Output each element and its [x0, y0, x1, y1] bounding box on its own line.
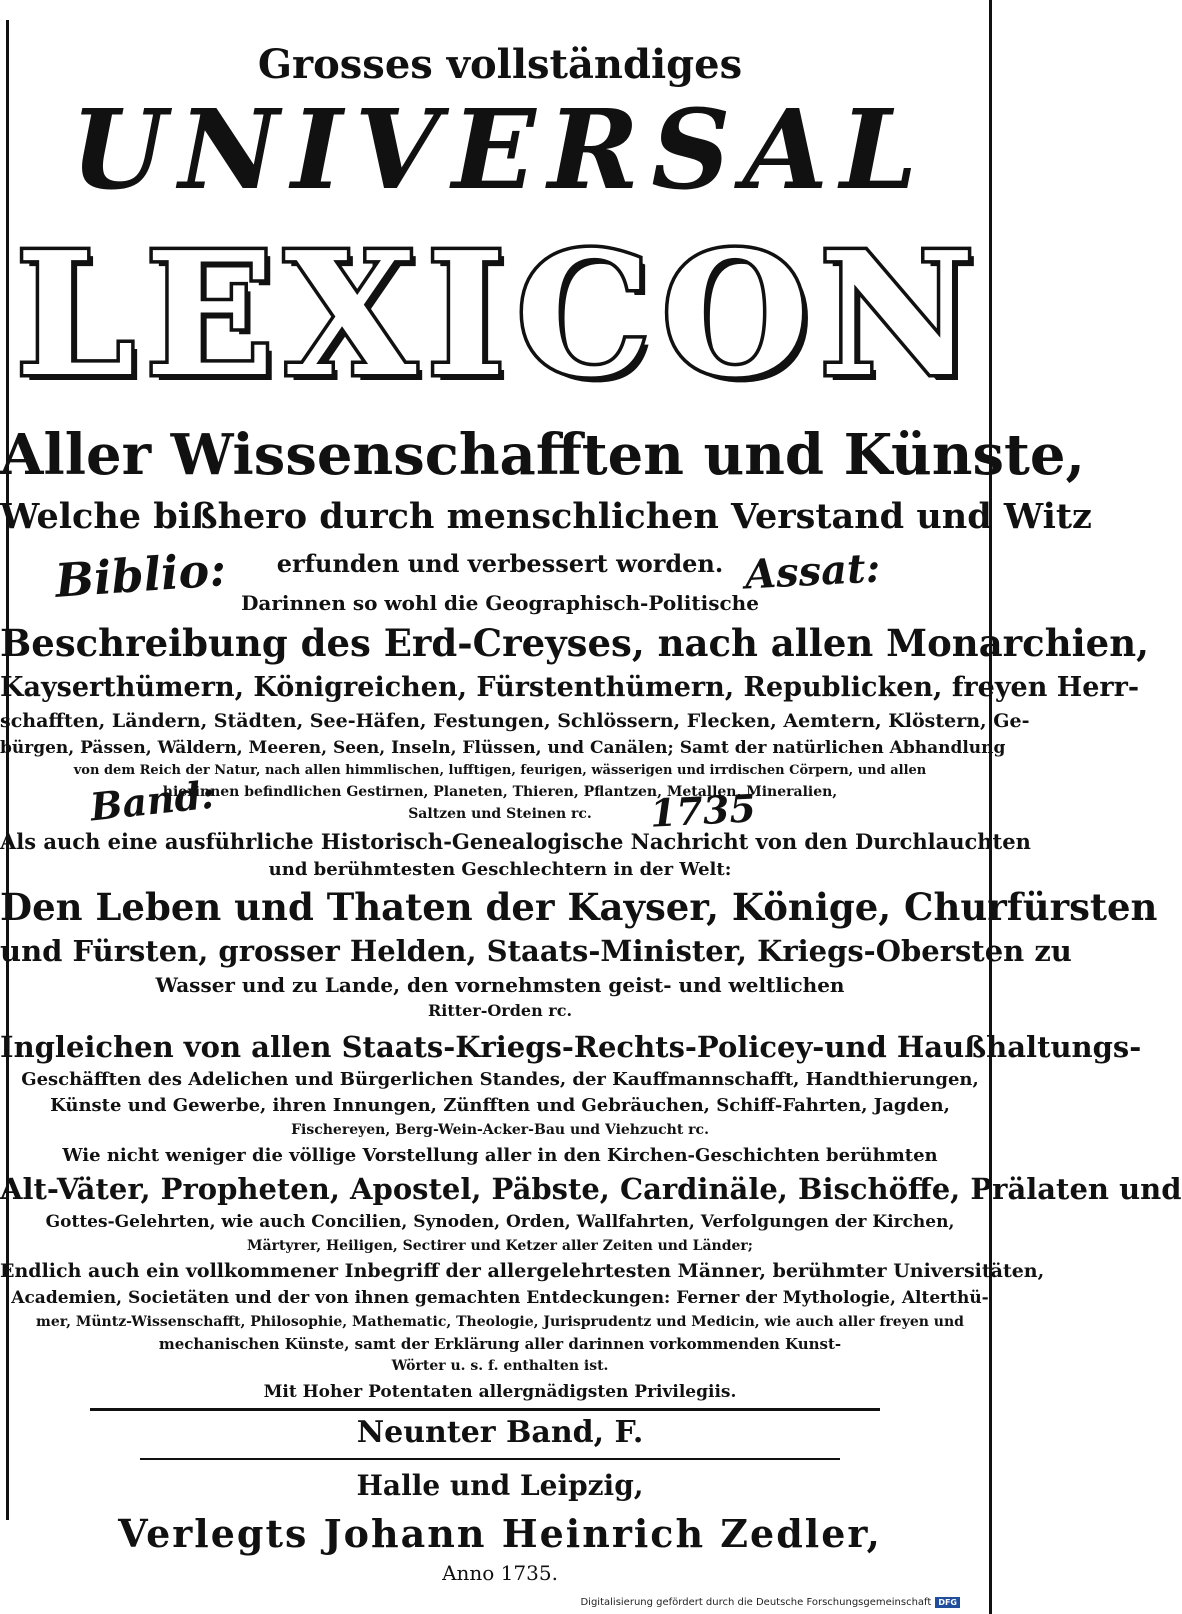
line-ritter: Ritter-Orden rc. — [427, 1001, 573, 1020]
line-volume: Neunter Band, F. — [356, 1415, 644, 1450]
line-reich-natur: von dem Reich der Natur, nach allen himmlischen, lufftigen, feurigen, wässerigen und irrdischen Cörpern, und allen — [73, 763, 927, 778]
line-saltzen: Saltzen und Steinen rc. — [408, 806, 592, 822]
credit-text: Digitalisierung gefördert durch die Deutsche Forschungsgemeinschaft — [580, 1597, 932, 1608]
line-halle-leipzig: Halle und Leipzig, — [356, 1469, 644, 1502]
line-ingleichen: Ingleichen von allen Staats-Kriegs-Rechts-Policey-und Haußhaltungs- — [0, 1030, 1142, 1064]
handwritten-biblio: Biblio: — [53, 542, 228, 608]
dfg-logo-icon: DFG — [935, 1597, 960, 1608]
line-alt-vaeter: Alt-Väter, Propheten, Apostel, Päbste, Cardinäle, Bischöffe, Prälaten und — [0, 1172, 1182, 1206]
line-wasser: Wasser und zu Lande, den vornehmsten geist- und weltlichen — [155, 973, 845, 997]
rule-bottom — [140, 1458, 840, 1460]
line-kuenste-gewerbe: Künste und Gewerbe, ihren Innungen, Zünfften und Gebräuchen, Schiff-Fahrten, Jagden, — [50, 1095, 950, 1116]
heading-grosses: Grosses vollständiges — [257, 41, 743, 88]
line-gottes-gelehrten: Gottes-Gelehrten, wie auch Concilien, Synoden, Orden, Wallfahrten, Verfolgungen der Kirchen, — [45, 1212, 955, 1232]
line-erfunden: erfunden und verbessert worden. — [276, 549, 724, 578]
handwritten-assat: Assat: — [743, 544, 882, 599]
line-woerter: Wörter u. s. f. enthalten ist. — [391, 1358, 609, 1374]
line-maertyrer: Märtyrer, Heiligen, Sectirer und Ketzer aller Zeiten und Länder; — [247, 1238, 753, 1254]
heading-universal: UNIVERSAL — [70, 85, 930, 214]
line-gestirnen: hierinnen befindlichen Gestirnen, Planeten, Thieren, Pflantzen, Metallen, Mineralien, — [162, 784, 838, 800]
line-historisch: Als auch eine ausführliche Historisch-Genealogische Nachricht von den Durchlauchten — [0, 829, 1031, 854]
line-buergen: bürgen, Pässen, Wäldern, Meeren, Seen, Inseln, Flüssen, und Canälen; Samt der natürlichen Abhandlung — [0, 738, 1006, 758]
line-anno: Anno 1735. — [442, 1561, 558, 1585]
heading-wissenschafften: Aller Wissenschafften und Künste, — [0, 422, 1085, 488]
line-kayserthuemern: Kayserthümern, Königreichen, Fürstenthümern, Republicken, freyen Herr- — [0, 672, 1140, 703]
line-muentz: mer, Müntz-Wissenschafft, Philosophie, Mathematic, Theologie, Jurisprudentz und Medicin, wie auch aller freyen und — [36, 1314, 964, 1330]
line-geschlechtern: und berühmtesten Geschlechtern in der Welt: — [268, 859, 732, 880]
line-fuersten: und Fürsten, grosser Helden, Staats-Minister, Kriegs-Obersten zu — [0, 934, 1072, 968]
handwritten-year: 1735 — [648, 785, 757, 836]
heading-lexicon: LEXICON — [15, 215, 985, 415]
line-publisher: Verlegts Johann Heinrich Zedler, — [118, 1511, 882, 1556]
line-mechanischen: mechanischen Künste, samt der Erklärung aller darinnen vorkommenden Kunst- — [158, 1335, 842, 1353]
line-wie-nicht: Wie nicht weniger die völlige Vorstellung aller in den Kirchen-Geschichten berühmten — [62, 1145, 938, 1166]
line-fischereyen: Fischereyen, Berg-Wein-Acker-Bau und Viehzucht rc. — [291, 1122, 709, 1138]
line-academien: Academien, Societäten und der von ihnen gemachten Entdeckungen: Ferner der Mythologie, Alterthü- — [11, 1288, 989, 1308]
digitization-credit — [580, 1597, 960, 1608]
handwritten-band: Band: — [87, 771, 217, 830]
line-schafften: schafften, Ländern, Städten, See-Häfen, Festungen, Schlössern, Flecken, Aemtern, Klöstern, Ge- — [0, 710, 1030, 732]
line-leben-thaten: Den Leben und Thaten der Kayser, Könige, Churfürsten — [0, 885, 1158, 929]
line-darinnen: Darinnen so wohl die Geographisch-Politische — [241, 591, 759, 615]
line-endlich: Endlich auch ein vollkommener Inbegriff der allergelehrtesten Männer, berühmter Universitäten, — [0, 1260, 1045, 1282]
line-privilegiis: Mit Hoher Potentaten allergnädigsten Privilegiis. — [263, 1382, 737, 1402]
line-beschreibung: Beschreibung des Erd-Creyses, nach allen Monarchien, — [0, 621, 1149, 665]
line-geschaefften: Geschäfften des Adelichen und Bürgerlichen Standes, der Kauffmannschafft, Handthierungen, — [21, 1069, 979, 1090]
rule-top — [90, 1408, 880, 1411]
line-verstand: Welche bißhero durch menschlichen Verstand und Witz — [0, 496, 1092, 537]
